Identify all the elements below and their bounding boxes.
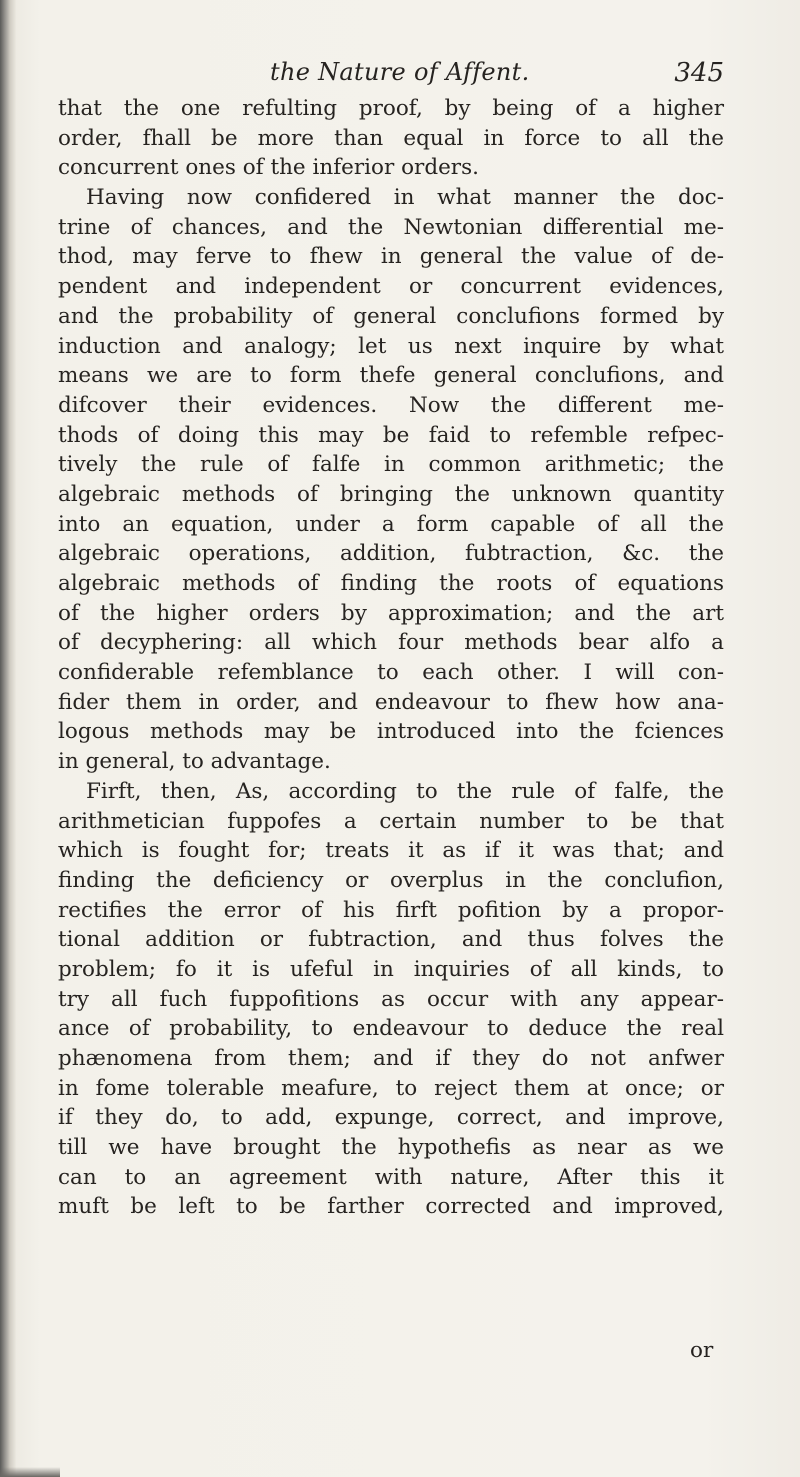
text-line: trine of chances, and the Newtonian differential me- — [58, 214, 724, 240]
text-line: if they do, to add, expunge, correct, and improve, — [58, 1105, 724, 1131]
text-line: in general, to advantage. — [58, 749, 331, 775]
text-line: which is fought for; treats it as if it was that; and — [58, 838, 724, 864]
text-line: arithmetician fuppofes a certain number to be that — [58, 808, 724, 834]
text-line: muft be left to be farther corrected and improved, — [58, 1194, 724, 1220]
text-line: means we are to form thefe general conclufions, and — [58, 363, 724, 389]
text-line: tional addition or fubtraction, and thus folves the — [58, 927, 724, 953]
text-line: finding the deficiency or overplus in the conclufion, — [58, 867, 724, 893]
text-line: thod, may ferve to fhew in general the value of de- — [58, 244, 724, 270]
text-line: thods of doing this may be faid to refemble refpec- — [58, 422, 724, 448]
text-line: pendent and independent or concurrent evidences, — [58, 274, 724, 300]
text-line: algebraic operations, addition, fubtraction, &c. the — [58, 541, 724, 567]
text-line: logous methods may be introduced into the fciences — [58, 719, 724, 745]
page-shadow — [0, 1467, 60, 1477]
text-line: Firft, then, As, according to the rule of falfe, the — [86, 778, 724, 804]
text-line: rectifies the error of his firft pofition by a propor- — [58, 897, 724, 923]
text-line: of the higher orders by approximation; and the art — [58, 600, 724, 626]
text-line: of decyphering: all which four methods bear alfo a — [58, 630, 724, 656]
text-line: fider them in order, and endeavour to fhew how ana- — [58, 689, 724, 715]
text-line: concurrent ones of the inferior orders. — [58, 155, 479, 181]
text-line: and the probability of general conclufions formed by — [58, 303, 724, 329]
text-line: Having now confidered in what manner the doc- — [86, 185, 724, 211]
text-line: algebraic methods of finding the roots of equations — [58, 571, 724, 596]
text-line: order, fhall be more than equal in force to all the — [58, 125, 724, 151]
text-line: in fome tolerable meafure, to reject them at once; or — [58, 1075, 724, 1101]
body-text — [58, 94, 724, 1222]
text-line: try all fuch fuppofitions as occur with any appear- — [58, 986, 724, 1012]
page-number: 345 — [674, 58, 724, 88]
text-line: ance of probability, to endeavour to deduce the real — [58, 1016, 724, 1042]
running-head-title: the Nature of Affent. — [270, 58, 530, 86]
running-head — [58, 44, 724, 88]
text-line: problem; fo it is ufeful in inquiries of all kinds, to — [58, 956, 724, 982]
text-line: into an equation, under a form capable of all the — [58, 511, 724, 537]
text-line: tively the rule of falfe in common arithmetic; the — [58, 452, 724, 478]
binding-edge — [0, 0, 16, 1477]
text-line: phænomena from them; and if they do not anfwer — [58, 1046, 724, 1071]
text-line: confiderable refemblance to each other. I will con- — [58, 660, 724, 686]
text-line: can to an agreement with nature, After this it — [58, 1164, 724, 1190]
text-line: till we have brought the hypothefis as near as we — [58, 1135, 724, 1161]
text-line: difcover their evidences. Now the different me- — [58, 392, 724, 418]
text-line: that the one refulting proof, by being of a higher — [58, 96, 724, 121]
text-line: algebraic methods of bringing the unknown quantity — [58, 481, 724, 507]
catchword: or — [690, 1338, 714, 1363]
text-line: induction and analogy; let us next inquire by what — [58, 333, 724, 359]
